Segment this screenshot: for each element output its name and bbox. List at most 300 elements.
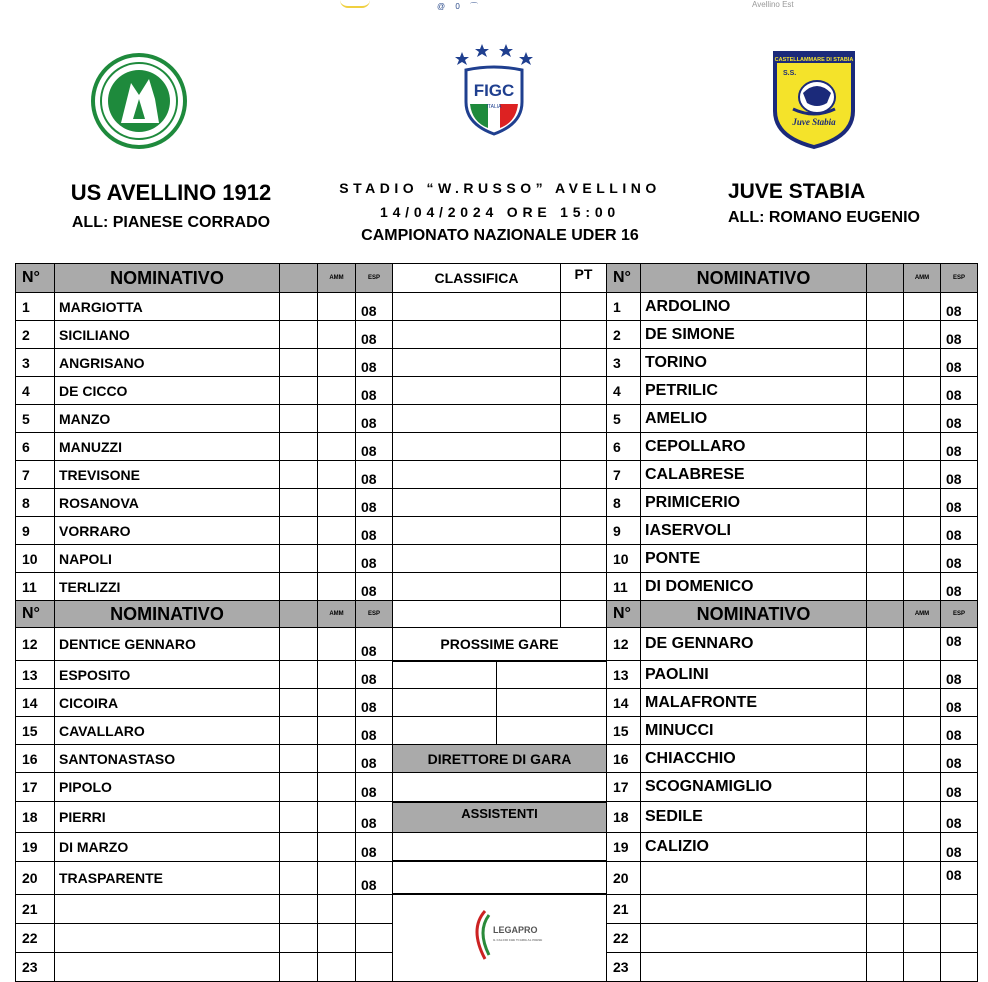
- home-player-name: ANGRISANO: [55, 349, 280, 377]
- header-row: [16, 264, 978, 293]
- classifica-pt-cell: [561, 461, 607, 489]
- home-player-esp: 08: [356, 489, 393, 517]
- away-player-amm: [904, 321, 941, 349]
- away-header-amm: AMM: [904, 264, 941, 293]
- assistente-2-value: [393, 861, 607, 894]
- away-player-esp: 08: [941, 405, 978, 433]
- away-player-esp: 08: [941, 689, 978, 717]
- away-player-amm: [904, 377, 941, 405]
- away-player-number: 6: [607, 433, 641, 461]
- away-player-number: 4: [607, 377, 641, 405]
- home-player-name: [55, 952, 280, 981]
- prossime-gare-away: [497, 661, 607, 689]
- away-player-number: 14: [607, 689, 641, 717]
- away-header-blank: [867, 601, 904, 628]
- away-player-name: [641, 923, 867, 952]
- classifica-pt-cell: [561, 293, 607, 321]
- home-player-amm: [318, 628, 356, 661]
- home-player-esp: 08: [356, 773, 393, 802]
- home-player-extra: [280, 321, 318, 349]
- away-header-blank: [867, 264, 904, 293]
- classifica-team-cell: [393, 601, 561, 628]
- table-row: [16, 861, 978, 894]
- away-player-esp: 08: [941, 861, 978, 894]
- away-player-name: MALAFRONTE: [641, 689, 867, 717]
- table-row: [16, 349, 978, 377]
- home-player-extra: [280, 517, 318, 545]
- prossime-gare-away: [497, 717, 607, 745]
- classifica-pt-cell: [561, 545, 607, 573]
- away-player-name: MINUCCI: [641, 717, 867, 745]
- home-player-esp: [356, 952, 393, 981]
- home-player-name: ROSANOVA: [55, 489, 280, 517]
- home-player-extra: [280, 573, 318, 601]
- classifica-team-cell: [393, 293, 561, 321]
- home-player-esp: 08: [356, 661, 393, 689]
- away-player-amm: [904, 802, 941, 833]
- home-player-number: 13: [16, 661, 55, 689]
- away-player-amm: [904, 405, 941, 433]
- sponsor-swoosh-logo: [340, 0, 370, 8]
- away-player-amm: [904, 894, 941, 923]
- juve-stabia-crest-logo: [771, 49, 857, 149]
- away-player-esp: 08: [941, 461, 978, 489]
- away-team-block: [728, 180, 968, 227]
- away-player-amm: [904, 293, 941, 321]
- home-player-amm: [318, 349, 356, 377]
- header-row: [16, 601, 978, 628]
- direttore-value: [393, 773, 607, 802]
- away-player-extra: [867, 773, 904, 802]
- home-player-esp: 08: [356, 717, 393, 745]
- legapro-logo: [465, 903, 542, 967]
- away-player-number: 7: [607, 461, 641, 489]
- home-player-name: MANZO: [55, 405, 280, 433]
- top-sponsor-strip: [0, 0, 988, 16]
- table-row: [16, 461, 978, 489]
- away-player-number: 22: [607, 923, 641, 952]
- away-player-name: IASERVOLI: [641, 517, 867, 545]
- home-header-blank: [280, 601, 318, 628]
- away-player-extra: [867, 689, 904, 717]
- home-player-amm: [318, 377, 356, 405]
- home-player-esp: 08: [356, 293, 393, 321]
- away-player-amm: [904, 517, 941, 545]
- home-header-esp: ESP: [356, 264, 393, 293]
- home-player-esp: [356, 894, 393, 923]
- match-competition: CAMPIONATO NAZIONALE UDER 16: [361, 227, 639, 244]
- match-info: [320, 176, 680, 248]
- home-player-name: CAVALLARO: [55, 717, 280, 745]
- away-header-esp: ESP: [941, 601, 978, 628]
- home-player-number: 5: [16, 405, 55, 433]
- legapro-tag: IL CALCIO CHE TI GIRA AL PAESE: [492, 938, 542, 942]
- classifica-pt-cell: [561, 377, 607, 405]
- away-player-name: [641, 894, 867, 923]
- away-player-number: 18: [607, 802, 641, 833]
- home-player-amm: [318, 405, 356, 433]
- away-player-esp: [941, 894, 978, 923]
- home-player-esp: 08: [356, 802, 393, 833]
- classifica-pt-cell: [561, 601, 607, 628]
- home-player-number: 19: [16, 832, 55, 861]
- home-player-name: MARGIOTTA: [55, 293, 280, 321]
- away-player-extra: [867, 489, 904, 517]
- away-player-amm: [904, 349, 941, 377]
- away-player-esp: 08: [941, 661, 978, 689]
- sponsor-icons: @ 0 ⌒: [437, 2, 483, 11]
- home-player-amm: [318, 573, 356, 601]
- home-player-number: 11: [16, 573, 55, 601]
- home-player-extra: [280, 923, 318, 952]
- home-player-number: 9: [16, 517, 55, 545]
- away-player-esp: 08: [941, 802, 978, 833]
- home-player-number: 17: [16, 773, 55, 802]
- home-player-extra: [280, 717, 318, 745]
- table-row: [16, 717, 978, 745]
- juve-logo-text: Juve Stabia: [792, 117, 836, 127]
- home-player-amm: [318, 952, 356, 981]
- away-player-number: 10: [607, 545, 641, 573]
- home-player-name: ESPOSITO: [55, 661, 280, 689]
- home-player-extra: [280, 773, 318, 802]
- away-header-amm: AMM: [904, 601, 941, 628]
- table-row: [16, 745, 978, 773]
- home-player-name: NAPOLI: [55, 545, 280, 573]
- classifica-team-cell: [393, 573, 561, 601]
- juve-logo-top-text: CASTELLAMMARE DI STABIA: [774, 57, 854, 63]
- away-player-name: CALIZIO: [641, 832, 867, 861]
- away-player-amm: [904, 861, 941, 894]
- home-player-amm: [318, 832, 356, 861]
- home-player-name: DENTICE GENNARO: [55, 628, 280, 661]
- classifica-team-cell: [393, 545, 561, 573]
- table-row: [16, 661, 978, 689]
- home-player-esp: 08: [356, 689, 393, 717]
- away-team-name: JUVE STABIA: [728, 180, 866, 203]
- away-player-amm: [904, 717, 941, 745]
- home-player-number: 12: [16, 628, 55, 661]
- away-player-name: [641, 861, 867, 894]
- legapro-logo-cell: [393, 894, 607, 981]
- home-player-number: 20: [16, 861, 55, 894]
- home-player-esp: [356, 923, 393, 952]
- away-player-extra: [867, 923, 904, 952]
- home-player-esp: 08: [356, 745, 393, 773]
- home-player-amm: [318, 802, 356, 833]
- away-player-amm: [904, 952, 941, 981]
- away-player-name: CALABRESE: [641, 461, 867, 489]
- prossime-gare-home: [393, 661, 497, 689]
- away-player-esp: 08: [941, 517, 978, 545]
- classifica-pt-cell: [561, 517, 607, 545]
- away-player-name: TORINO: [641, 349, 867, 377]
- home-header-num: N°: [16, 264, 55, 293]
- away-player-extra: [867, 952, 904, 981]
- home-player-amm: [318, 321, 356, 349]
- table-row: [16, 405, 978, 433]
- home-player-esp: 08: [356, 861, 393, 894]
- home-header-num: N°: [16, 601, 55, 628]
- away-player-number: 12: [607, 628, 641, 661]
- away-player-esp: 08: [941, 293, 978, 321]
- away-player-name: CHIACCHIO: [641, 745, 867, 773]
- away-player-name: PETRILIC: [641, 377, 867, 405]
- away-player-extra: [867, 433, 904, 461]
- home-player-extra: [280, 405, 318, 433]
- away-player-name: ARDOLINO: [641, 293, 867, 321]
- table-row: [16, 377, 978, 405]
- home-player-amm: [318, 293, 356, 321]
- figc-logo-sub: ITALIA: [486, 104, 502, 110]
- classifica-team-cell: [393, 349, 561, 377]
- avellino-crest-logo: [91, 53, 187, 149]
- away-header-nominativo: NOMINATIVO: [641, 601, 867, 628]
- home-player-extra: [280, 349, 318, 377]
- home-player-name: VORRARO: [55, 517, 280, 545]
- home-player-number: 23: [16, 952, 55, 981]
- away-player-extra: [867, 461, 904, 489]
- assistente-1-value: [393, 832, 607, 861]
- classifica-team-cell: [393, 377, 561, 405]
- home-player-extra: [280, 745, 318, 773]
- home-team-name: US AVELLINO 1912: [70, 180, 272, 205]
- home-player-amm: [318, 861, 356, 894]
- home-player-amm: [318, 661, 356, 689]
- away-player-name: SCOGNAMIGLIO: [641, 773, 867, 802]
- home-player-number: 6: [16, 433, 55, 461]
- away-player-name: [641, 952, 867, 981]
- home-player-name: MANUZZI: [55, 433, 280, 461]
- home-player-esp: 08: [356, 573, 393, 601]
- classifica-team-cell: [393, 433, 561, 461]
- away-player-name: AMELIO: [641, 405, 867, 433]
- table-row: [16, 573, 978, 601]
- assistenti-label: ASSISTENTI: [393, 802, 607, 833]
- home-player-name: DI MARZO: [55, 832, 280, 861]
- direttore-label: DIRETTORE DI GARA: [393, 745, 607, 773]
- away-player-extra: [867, 349, 904, 377]
- home-player-number: 2: [16, 321, 55, 349]
- prossime-gare-home: [393, 689, 497, 717]
- away-player-amm: [904, 923, 941, 952]
- away-player-name: DI DOMENICO: [641, 573, 867, 601]
- table-row: [16, 773, 978, 802]
- home-player-number: 18: [16, 802, 55, 833]
- away-player-esp: 08: [941, 773, 978, 802]
- home-player-amm: [318, 689, 356, 717]
- legapro-name: LEGAPRO: [492, 925, 538, 935]
- home-team-coach: ALL: PIANESE CORRADO: [71, 214, 271, 231]
- away-player-number: 20: [607, 861, 641, 894]
- away-player-amm: [904, 461, 941, 489]
- home-player-number: 8: [16, 489, 55, 517]
- table-row: [16, 894, 978, 923]
- classifica-team-cell: [393, 321, 561, 349]
- home-player-esp: 08: [356, 628, 393, 661]
- home-player-name: PIERRI: [55, 802, 280, 833]
- away-player-esp: 08: [941, 832, 978, 861]
- table-row: [16, 489, 978, 517]
- home-player-amm: [318, 745, 356, 773]
- away-header-esp: ESP: [941, 264, 978, 293]
- home-player-extra: [280, 802, 318, 833]
- classifica-team-cell: [393, 489, 561, 517]
- away-player-esp: 08: [941, 377, 978, 405]
- home-player-esp: 08: [356, 461, 393, 489]
- home-header-amm: AMM: [318, 601, 356, 628]
- home-player-amm: [318, 545, 356, 573]
- away-player-name: PONTE: [641, 545, 867, 573]
- home-header-amm: AMM: [318, 264, 356, 293]
- home-player-name: TERLIZZI: [55, 573, 280, 601]
- away-player-number: 13: [607, 661, 641, 689]
- sponsor-text: Avellino Est: [752, 0, 794, 9]
- home-player-esp: 08: [356, 517, 393, 545]
- home-player-name: TREVISONE: [55, 461, 280, 489]
- home-player-number: 22: [16, 923, 55, 952]
- home-player-name: TRASPARENTE: [55, 861, 280, 894]
- home-team-block: [56, 180, 286, 232]
- away-header-nominativo: NOMINATIVO: [641, 264, 867, 293]
- home-player-extra: [280, 832, 318, 861]
- away-player-esp: 08: [941, 489, 978, 517]
- home-header-nominativo: NOMINATIVO: [55, 264, 280, 293]
- classifica-team-cell: [393, 405, 561, 433]
- home-player-name: DE CICCO: [55, 377, 280, 405]
- away-player-number: 5: [607, 405, 641, 433]
- away-player-amm: [904, 745, 941, 773]
- away-player-amm: [904, 832, 941, 861]
- away-player-amm: [904, 489, 941, 517]
- away-player-amm: [904, 573, 941, 601]
- home-player-name: SANTONASTASO: [55, 745, 280, 773]
- away-player-number: 21: [607, 894, 641, 923]
- home-player-number: 14: [16, 689, 55, 717]
- home-player-number: 7: [16, 461, 55, 489]
- away-player-esp: [941, 923, 978, 952]
- away-player-extra: [867, 405, 904, 433]
- home-player-esp: 08: [356, 405, 393, 433]
- home-player-name: SICILIANO: [55, 321, 280, 349]
- match-datetime: 14/04/2024 ORE 15:00: [380, 204, 620, 220]
- home-player-esp: 08: [356, 321, 393, 349]
- away-player-extra: [867, 517, 904, 545]
- table-row: [16, 321, 978, 349]
- match-stadium: STADIO “W.RUSSO” AVELLINO: [339, 180, 661, 196]
- away-player-number: 2: [607, 321, 641, 349]
- home-player-extra: [280, 952, 318, 981]
- away-player-esp: 08: [941, 628, 978, 661]
- home-player-extra: [280, 461, 318, 489]
- away-player-name: PRIMICERIO: [641, 489, 867, 517]
- away-player-esp: 08: [941, 433, 978, 461]
- away-player-esp: 08: [941, 573, 978, 601]
- away-player-amm: [904, 661, 941, 689]
- home-player-extra: [280, 293, 318, 321]
- away-player-name: DE SIMONE: [641, 321, 867, 349]
- home-player-amm: [318, 923, 356, 952]
- classifica-pt-cell: [561, 433, 607, 461]
- away-player-amm: [904, 773, 941, 802]
- figc-logo: [454, 40, 534, 136]
- classifica-header: CLASSIFICA: [393, 264, 561, 293]
- home-player-esp: 08: [356, 545, 393, 573]
- away-player-esp: 08: [941, 745, 978, 773]
- classifica-pt-cell: [561, 489, 607, 517]
- home-header-nominativo: NOMINATIVO: [55, 601, 280, 628]
- home-player-esp: 08: [356, 433, 393, 461]
- home-player-amm: [318, 717, 356, 745]
- away-player-number: 1: [607, 293, 641, 321]
- home-player-extra: [280, 628, 318, 661]
- away-player-esp: [941, 952, 978, 981]
- home-player-extra: [280, 433, 318, 461]
- figc-logo-text: FIGC: [473, 81, 515, 100]
- away-player-number: 16: [607, 745, 641, 773]
- away-player-name: SEDILE: [641, 802, 867, 833]
- away-player-extra: [867, 717, 904, 745]
- home-player-number: 1: [16, 293, 55, 321]
- home-player-amm: [318, 773, 356, 802]
- away-player-extra: [867, 661, 904, 689]
- home-player-extra: [280, 894, 318, 923]
- home-player-name: [55, 923, 280, 952]
- table-row: [16, 433, 978, 461]
- away-player-extra: [867, 377, 904, 405]
- home-player-esp: 08: [356, 349, 393, 377]
- home-player-extra: [280, 377, 318, 405]
- classifica-team-cell: [393, 461, 561, 489]
- home-player-name: [55, 894, 280, 923]
- classifica-pt-cell: [561, 573, 607, 601]
- table-row: [16, 293, 978, 321]
- home-player-extra: [280, 489, 318, 517]
- table-row: [16, 628, 978, 661]
- away-player-extra: [867, 573, 904, 601]
- home-player-extra: [280, 661, 318, 689]
- away-player-esp: 08: [941, 349, 978, 377]
- away-player-number: 9: [607, 517, 641, 545]
- home-player-amm: [318, 489, 356, 517]
- prossime-gare-home: [393, 717, 497, 745]
- away-header-num: N°: [607, 264, 641, 293]
- away-player-extra: [867, 545, 904, 573]
- away-player-extra: [867, 802, 904, 833]
- home-player-amm: [318, 461, 356, 489]
- table-row: [16, 545, 978, 573]
- away-player-esp: 08: [941, 717, 978, 745]
- prossime-gare-away: [497, 689, 607, 717]
- table-row: [16, 802, 978, 833]
- home-player-number: 16: [16, 745, 55, 773]
- classifica-pt-cell: [561, 321, 607, 349]
- classifica-team-cell: [393, 517, 561, 545]
- home-player-number: 15: [16, 717, 55, 745]
- table-row: [16, 689, 978, 717]
- away-player-number: 23: [607, 952, 641, 981]
- home-player-name: CICOIRA: [55, 689, 280, 717]
- home-player-number: 10: [16, 545, 55, 573]
- away-player-extra: [867, 861, 904, 894]
- away-player-number: 17: [607, 773, 641, 802]
- home-player-esp: 08: [356, 377, 393, 405]
- away-player-number: 19: [607, 832, 641, 861]
- home-player-amm: [318, 433, 356, 461]
- away-player-number: 3: [607, 349, 641, 377]
- home-player-extra: [280, 861, 318, 894]
- juve-logo-ss: S.S.: [783, 70, 797, 77]
